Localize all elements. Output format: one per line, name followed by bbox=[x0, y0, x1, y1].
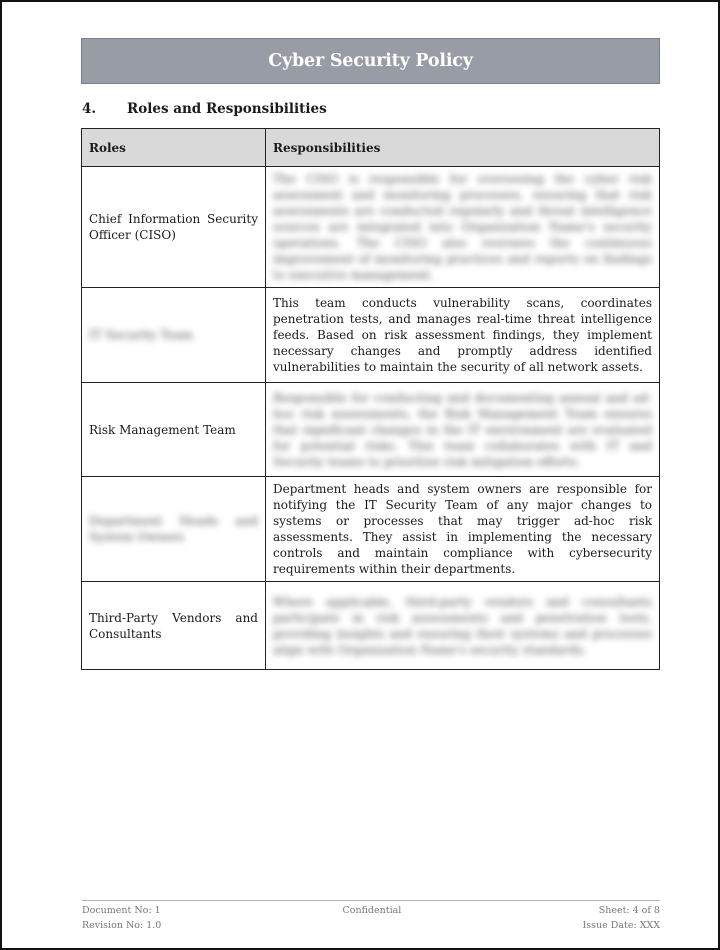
role-cell-redacted: Department Heads and System Owners bbox=[89, 514, 258, 544]
role-cell-redacted: IT Security Team bbox=[89, 328, 194, 342]
document-number: Document No: 1 bbox=[82, 905, 161, 916]
section-title: Roles and Responsibilities bbox=[127, 101, 327, 117]
section-heading bbox=[82, 101, 327, 117]
revision-number: Revision No: 1.0 bbox=[82, 920, 162, 931]
table-header-row bbox=[82, 129, 660, 167]
table-row bbox=[82, 582, 660, 670]
sheet-number: Sheet: 4 of 8 bbox=[598, 905, 660, 916]
roles-responsibilities-table bbox=[81, 128, 660, 670]
role-cell: Third-Party Vendors and Consultants bbox=[82, 582, 266, 670]
table-row bbox=[82, 167, 660, 288]
responsibility-cell-redacted: The CISO is responsible for overseeing the cyber risk assessment and monitoring processes, ensuring that risk assessments are conducted regularly and threat intelligence sources are integrated into Organization Name's security operations. The CISO also oversees the continuous improvement of monitoring practices and reports on findings to executive management. bbox=[273, 172, 652, 282]
page-footer bbox=[82, 900, 660, 933]
column-header-responsibilities: Responsibilities bbox=[266, 129, 660, 167]
responsibility-cell: This team conducts vulnerability scans, coordinates penetration tests, and manages real-time threat intelligence feeds. Based on risk assessment findings, they implement necessary changes and promptly address identified vulnerabilities to maintain the security of all network assets. bbox=[266, 288, 660, 383]
responsibility-cell-redacted: Responsible for conducting and documenting annual and ad-hoc risk assessments, the Risk Management Team ensures that significant changes in the IT environment are evaluated for potential risks. This team collaborates with IT and Security teams to prioritize risk mitigation efforts. bbox=[273, 390, 652, 469]
document-title-bar bbox=[81, 38, 660, 84]
section-number: 4. bbox=[82, 101, 97, 117]
role-cell: Chief Information Security Officer (CISO) bbox=[82, 167, 266, 288]
role-cell: Risk Management Team bbox=[82, 383, 266, 477]
table-row bbox=[82, 477, 660, 582]
issue-date: Issue Date: XXX bbox=[582, 920, 660, 931]
column-header-roles: Roles bbox=[82, 129, 266, 167]
document-title: Cyber Security Policy bbox=[268, 51, 473, 71]
responsibility-cell-redacted: Where applicable, third-party vendors and consultants participate in risk assessments and penetration tests, providing insights and ensuring their systems and processes align with Organization Name's security standards. bbox=[273, 594, 652, 657]
classification-label: Confidential bbox=[342, 905, 402, 916]
table-row bbox=[82, 288, 660, 383]
responsibility-cell: Department heads and system owners are responsible for notifying the IT Security Team of any major changes to systems or processes that may trigger ad-hoc risk assessments. They assist in implementing the necessary controls and maintain compliance with cybersecurity requirements within their departments. bbox=[266, 477, 660, 582]
table-row bbox=[82, 383, 660, 477]
